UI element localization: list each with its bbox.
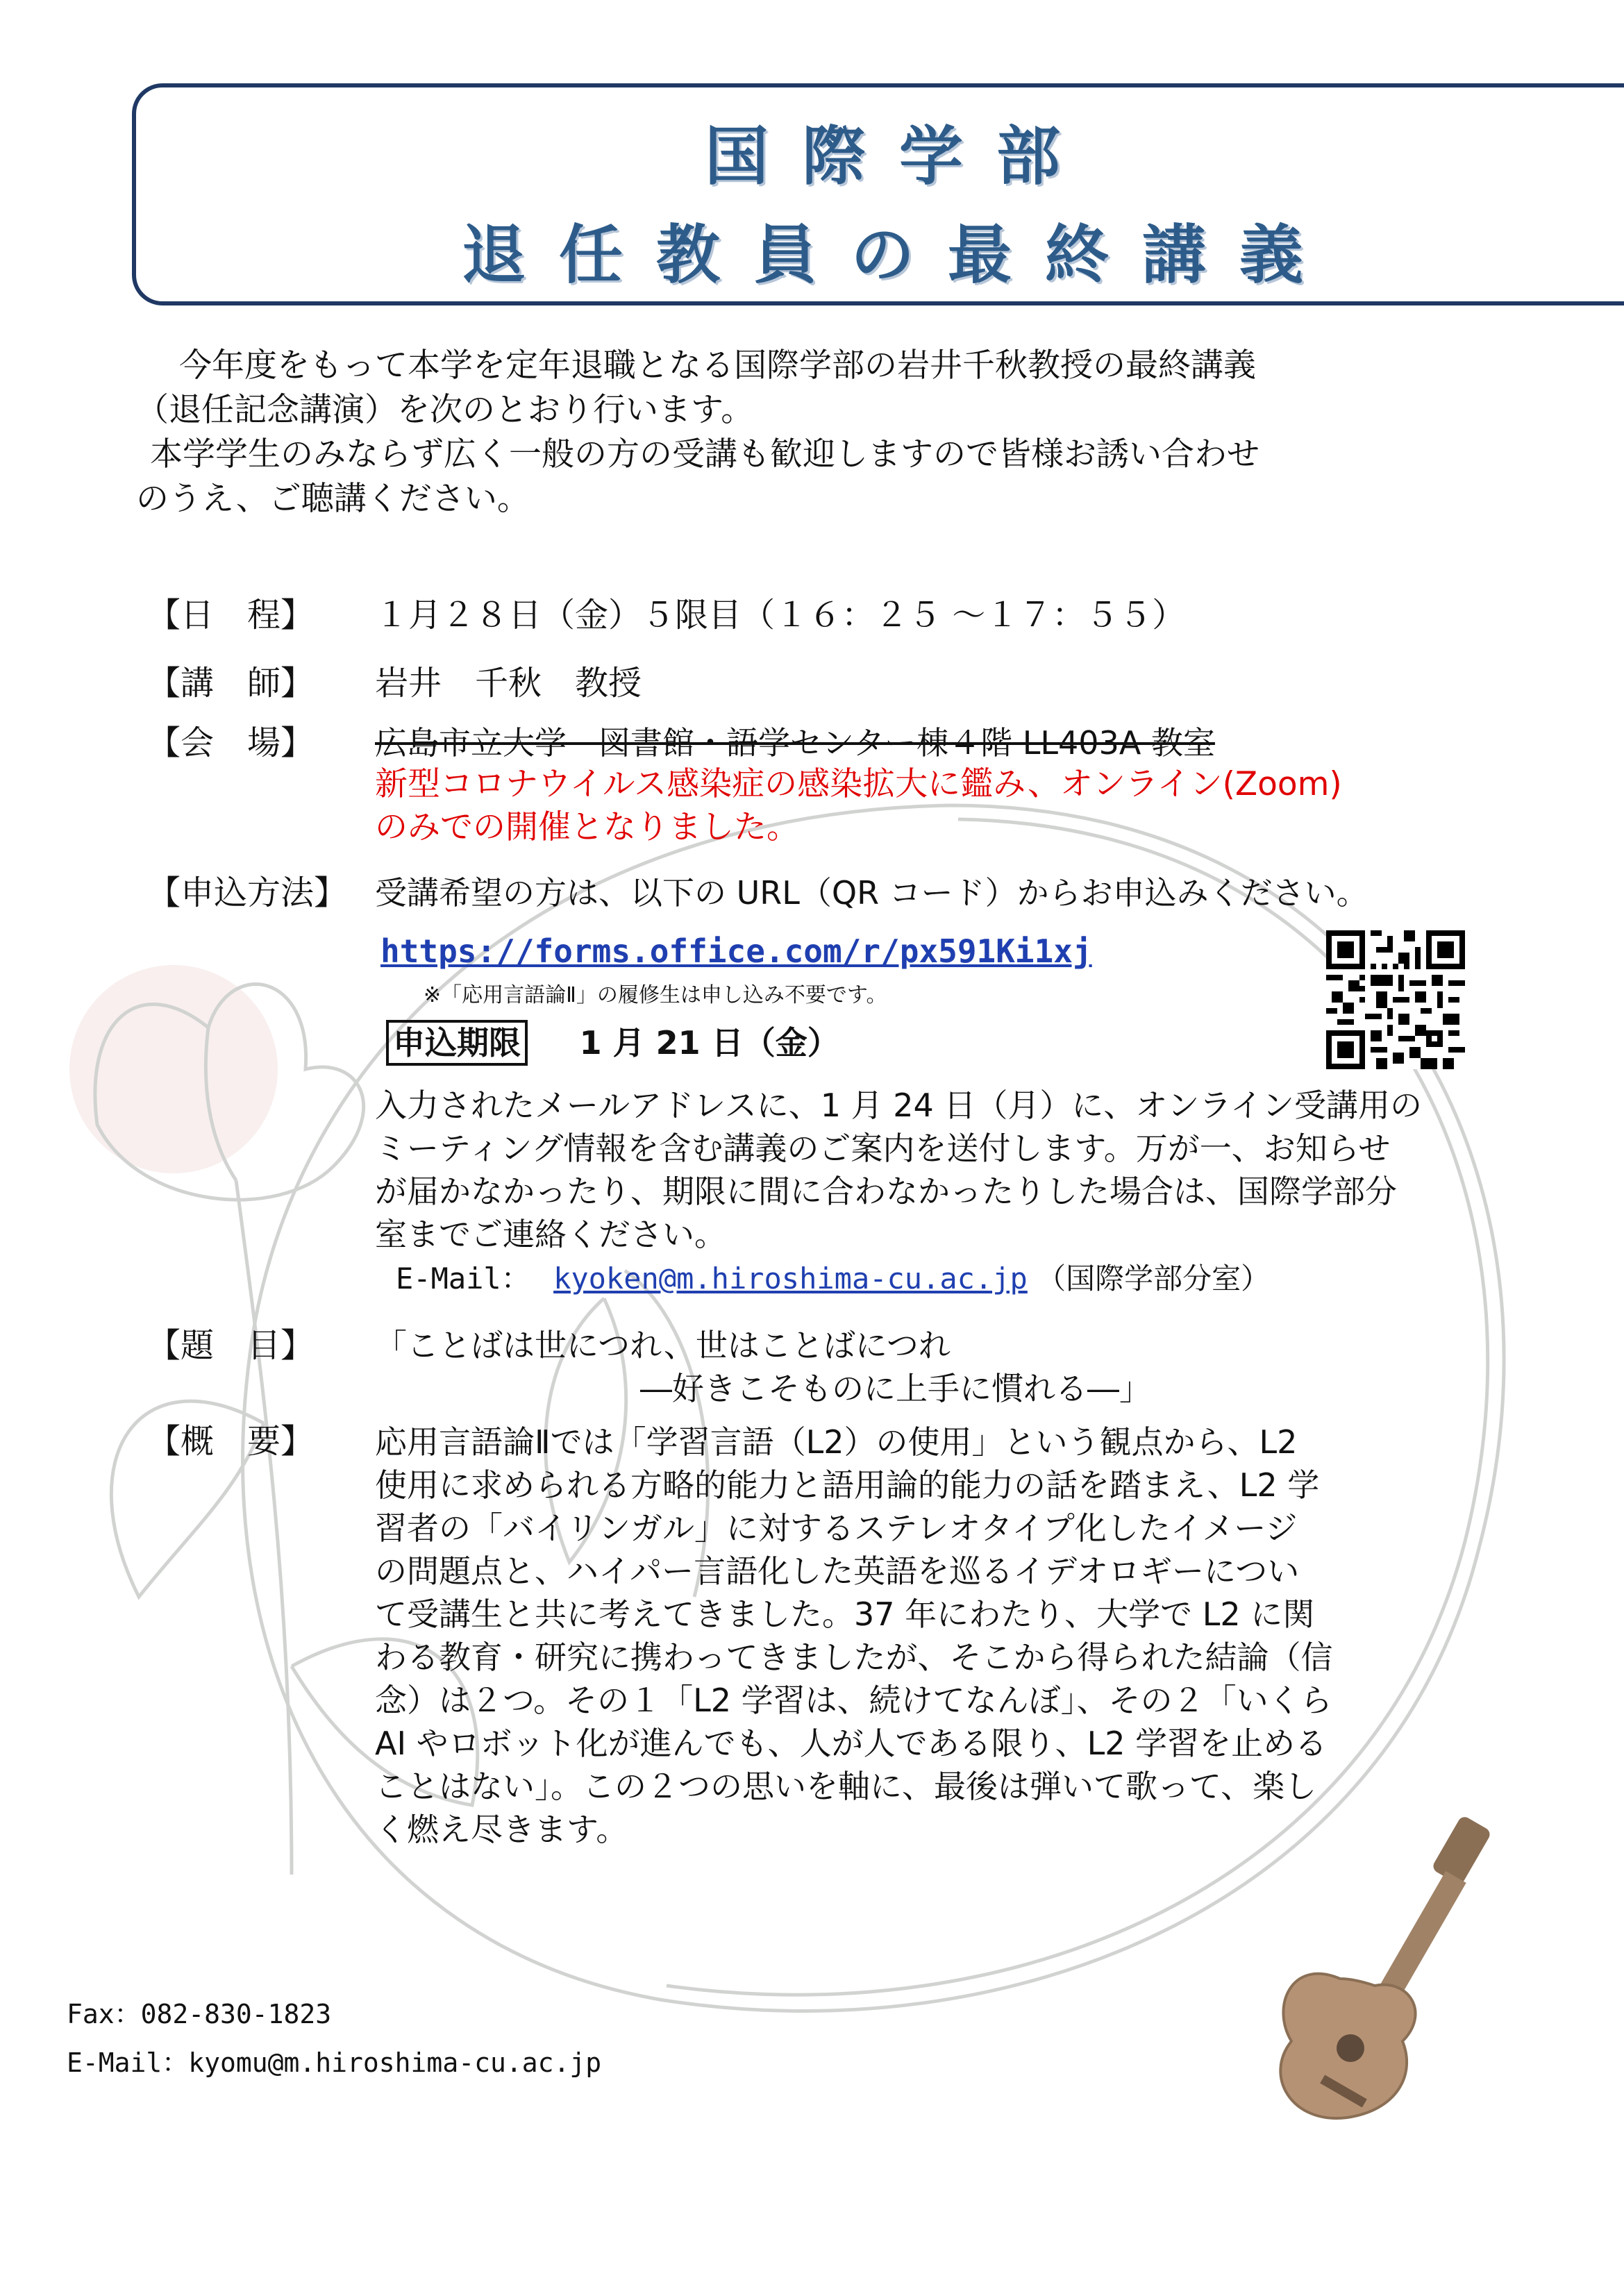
intro-line-1: 今年度をもって本学を定年退職となる国際学部の岩井千秋教授の最終講義 [179,346,1256,385]
summary-line-1: 応用言語論Ⅱでは「学習言語（L2）の使用」という観点から、L2 [375,1423,1298,1461]
summary-line-9: ことはない」。この２つの思いを軸に、最後は弾いて歌って、楽し [375,1768,1317,1805]
venue-label: 【会 場】 [147,723,315,762]
topic-line-1: 「ことばは世につれ、世はことばにつれ [375,1327,951,1364]
summary-line-2: 使用に求められる方略的能力と語用論的能力の話を踏まえ、L2 学 [375,1466,1320,1504]
summary-line-5: て受講生と共に考えてきました。37 年にわたり、大学で L2 に関 [375,1595,1315,1633]
schedule-value: １月２８日（金）５限目（１６：２５ ～１７：５５） [375,596,1186,635]
qr-code-icon[interactable] [1326,930,1465,1069]
intro-line-2: （退任記念講演）を次のとおり行います。 [136,391,754,429]
deadline-row [386,1022,839,1064]
email-row [396,1258,1270,1300]
venue-notice-line-2: のみでの開催となりました。 [375,808,799,846]
summary-line-6: わる教育・研究に携わってきましたが、そこから得られた結論（信 [375,1639,1333,1676]
deadline-label: 申込期限 [386,1020,528,1066]
summary-label: 【概 要】 [147,1422,315,1461]
deadline-value: 1 月 21 日（金） [579,1024,839,1062]
email-suffix: （国際学部分室） [1037,1262,1271,1296]
lecturer-label: 【講 師】 [147,664,315,703]
ukulele-icon [1280,1815,1492,2118]
topic-label: 【題 目】 [147,1326,315,1365]
venue-notice-line-1: 新型コロナウイルス感染症の感染拡大に鑑み、オンライン(Zoom) [375,765,1342,803]
summary-line-7: 念）は２つ。その１「L2 学習は、続けてなんぼ」、その２「いくら [375,1682,1332,1719]
details-line-4: 室までご連絡ください。 [375,1216,726,1253]
application-url-link[interactable]: https://forms.office.com/r/px591Ki1xj [380,932,1092,970]
summary-line-3: 習者の「バイリンガル」に対するステレオタイプ化したイメージ [375,1509,1298,1547]
summary-line-10: く燃え尽きます。 [375,1811,628,1848]
intro-line-4: のうえ、ご聴講ください。 [136,480,530,518]
schedule-label: 【日 程】 [147,596,315,635]
application-label: 【申込方法】 [147,873,348,912]
summary-text [375,1421,1514,1851]
summary-line-8: AI やロボット化が進んでも、人が人である限り、L2 学習を止める [375,1725,1328,1762]
email-prefix: E-Mail： [396,1262,530,1296]
details-line-1: 入力されたメールアドレスに、1 月 24 日（月）に、オンライン受講用の [375,1087,1422,1124]
footer-fax: Fax：082-830-1823 [67,1999,332,2029]
application-note: ※「応用言語論Ⅱ」の履修生は申し込み不要です。 [424,983,887,1007]
venue-original: 広島市立大学 図書館・語学センター棟４階 LL403A 教室 [375,724,1215,762]
lecturer-value: 岩井 千秋 教授 [375,664,642,703]
topic-line-2: ―好きこそものに上手に慣れる―」 [640,1370,1151,1407]
footer-email: E-Mail：kyomu@m.hiroshima-cu.ac.jp [67,2047,602,2078]
title-main: 退任教員の最終講義 [461,218,1337,292]
title-frame [132,83,1624,305]
email-link[interactable]: kyoken@m.hiroshima-cu.ac.jp [553,1262,1028,1296]
details-line-2: ミーティング情報を含む講義のご案内を送付します。万が一、お知らせ [375,1130,1391,1167]
summary-line-4: の問題点と、ハイパー言語化した英語を巡るイデオロギーについ [375,1552,1300,1590]
title-department: 国際学部 [704,119,1094,194]
application-instruction: 受講希望の方は、以下の URL（QR コード）からお申込みください。 [375,874,1368,912]
intro-line-3: 本学学生のみならず広く一般の方の受講も歓迎しますので皆様お誘い合わせ [150,435,1259,474]
details-line-3: が届かなかったり、期限に間に合わなかったりした場合は、国際学部分 [375,1173,1397,1210]
